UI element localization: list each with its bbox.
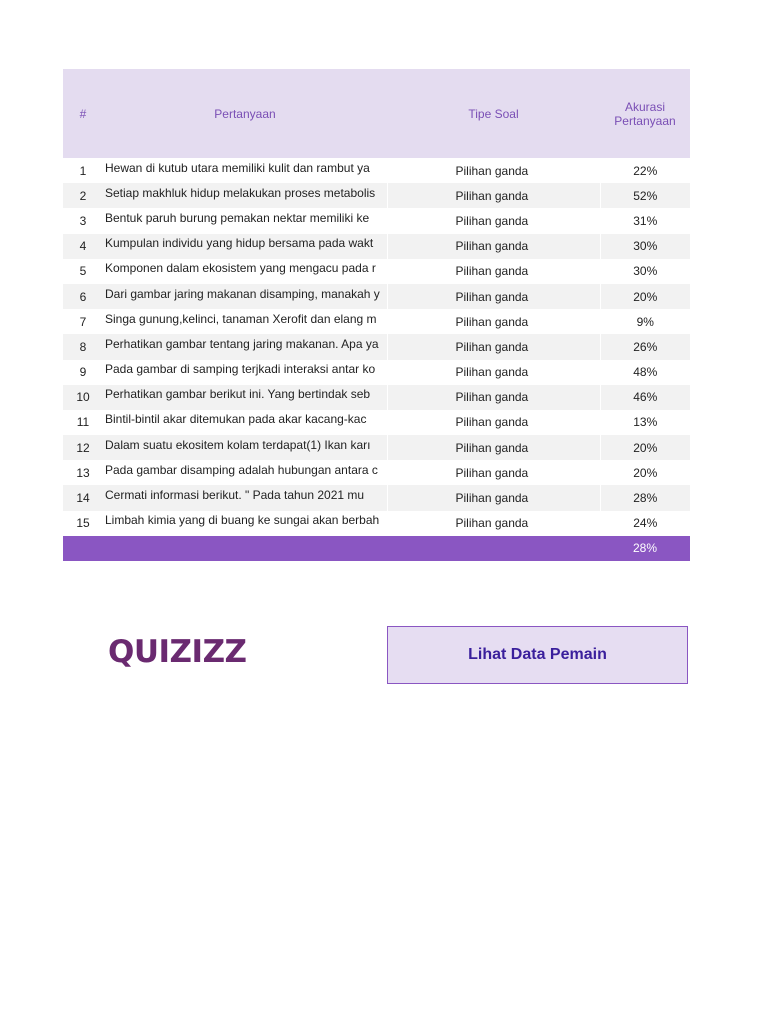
- quizizz-logo: QUIZIZZ: [108, 634, 247, 670]
- row-number: 12: [63, 435, 103, 460]
- question-text: [103, 485, 387, 510]
- question-type: Pilihan ganda: [387, 284, 600, 309]
- row-number: 8: [63, 334, 103, 359]
- question-text: [103, 410, 387, 435]
- table-row: [63, 234, 690, 259]
- row-number: 14: [63, 485, 103, 510]
- total-accuracy: 28%: [600, 536, 690, 561]
- table-row: [63, 410, 690, 435]
- question-text: [103, 309, 387, 334]
- table-row: [63, 259, 690, 284]
- question-type: Pilihan ganda: [387, 234, 600, 259]
- question-text: [103, 208, 387, 233]
- question-type: Pilihan ganda: [387, 360, 600, 385]
- question-accuracy: 26%: [600, 334, 690, 359]
- question-text-value: Komponen dalam ekosistem yang mengacu pada r: [105, 261, 376, 276]
- question-text-value: Cermati informasi berikut. " Pada tahun 2021 mu: [105, 488, 365, 503]
- question-type: Pilihan ganda: [387, 208, 600, 233]
- question-accuracy: 30%: [600, 259, 690, 284]
- question-text-value: Limbah kimia yang di buang ke sungai akan berbah: [105, 513, 380, 528]
- question-type: Pilihan ganda: [387, 460, 600, 485]
- table-header: [63, 69, 690, 158]
- question-text: [103, 284, 387, 309]
- question-text-value: Pada gambar disamping adalah hubungan antara c: [105, 462, 378, 477]
- question-type: Pilihan ganda: [387, 158, 600, 183]
- question-accuracy: 31%: [600, 208, 690, 233]
- table-row: [63, 158, 690, 183]
- row-number: 5: [79, 264, 87, 279]
- question-type: Pilihan ganda: [387, 485, 600, 510]
- row-number: 10: [63, 385, 103, 410]
- table-footer: [63, 536, 690, 561]
- question-text-value: Perhatikan gambar berikut ini. Yang bertindak seb: [105, 387, 371, 402]
- question-text-value: Dari gambar jaring makanan disamping, manakah y: [105, 286, 380, 301]
- question-accuracy: 20%: [600, 435, 690, 460]
- table-row: [63, 309, 690, 334]
- question-type: Pilihan ganda: [387, 183, 600, 208]
- question-text-value: Pada gambar di samping terjkadi interaksi antar ko: [105, 362, 376, 377]
- question-accuracy: 48%: [600, 360, 690, 385]
- row-number: 4: [63, 234, 103, 259]
- question-text-value: Perhatikan gambar tentang jaring makanan. Apa ya: [105, 336, 379, 351]
- row-number: 3: [79, 213, 87, 228]
- table-row: [63, 284, 690, 309]
- question-type: Pilihan ganda: [387, 385, 600, 410]
- row-number: 6: [63, 284, 103, 309]
- question-text-value: Hewan di kutub utara memiliki kulit dan rambut ya: [105, 160, 370, 175]
- question-text-value: Bintil-bintil akar ditemukan pada akar kacang-kac: [105, 412, 367, 427]
- question-type: Pilihan ganda: [387, 309, 600, 334]
- table-row: [63, 511, 690, 536]
- question-accuracy: 24%: [600, 511, 690, 536]
- column-header-number: #: [63, 69, 103, 158]
- row-number: 7: [79, 314, 87, 329]
- question-text-value: Singa gunung,kelinci, tanaman Xerofit dan elang m: [105, 311, 377, 326]
- column-header-type: Tipe Soal: [387, 69, 600, 158]
- question-type: Pilihan ganda: [387, 259, 600, 284]
- table-row: [63, 208, 690, 233]
- question-type: Pilihan ganda: [387, 334, 600, 359]
- question-text: [103, 234, 387, 259]
- table-row: [63, 485, 690, 510]
- question-text: [103, 435, 387, 460]
- row-number: 15: [76, 516, 90, 531]
- question-text-value: Kumpulan individu yang hidup bersama pada wakt: [105, 236, 374, 251]
- question-text: [103, 511, 387, 536]
- accuracy-header-line1: Akurasi: [624, 99, 665, 114]
- table-row: [63, 385, 690, 410]
- question-type: Pilihan ganda: [387, 511, 600, 536]
- question-accuracy: 20%: [600, 284, 690, 309]
- row-number: 1: [79, 163, 87, 178]
- accuracy-header-line2: Pertanyaan: [614, 113, 676, 128]
- table-row: [63, 435, 690, 460]
- column-header-accuracy: [600, 69, 690, 158]
- question-accuracy: 30%: [600, 234, 690, 259]
- row-number: 11: [76, 415, 90, 430]
- question-accuracy: 13%: [600, 410, 690, 435]
- row-number: 2: [63, 183, 103, 208]
- question-text: [103, 385, 387, 410]
- question-accuracy-table: [63, 69, 690, 561]
- row-number: 13: [76, 465, 90, 480]
- question-accuracy: 9%: [600, 309, 690, 334]
- question-text: [103, 360, 387, 385]
- question-accuracy: 52%: [600, 183, 690, 208]
- view-player-data-button[interactable]: Lihat Data Pemain: [387, 626, 688, 684]
- question-text: [103, 460, 387, 485]
- table-row: [63, 360, 690, 385]
- table-body: [63, 158, 690, 536]
- question-type: Pilihan ganda: [387, 435, 600, 460]
- question-text: [103, 334, 387, 359]
- row-number: 9: [79, 365, 87, 380]
- question-accuracy: 20%: [600, 460, 690, 485]
- question-accuracy: 28%: [600, 485, 690, 510]
- question-accuracy: 22%: [600, 158, 690, 183]
- question-text: [103, 158, 387, 183]
- column-header-question: Pertanyaan: [103, 69, 387, 158]
- question-text: [103, 259, 387, 284]
- question-text-value: Setiap makhluk hidup melakukan proses metabolis: [105, 185, 376, 200]
- summary-label-cell: [63, 536, 600, 561]
- question-type: Pilihan ganda: [387, 410, 600, 435]
- question-text-value: Dalam suatu ekositem kolam terdapat(1) Ikan karı: [105, 437, 371, 452]
- question-accuracy: 46%: [600, 385, 690, 410]
- question-text: [103, 183, 387, 208]
- table-row: [63, 183, 690, 208]
- question-text-value: Bentuk paruh burung pemakan nektar memiliki ke: [105, 210, 370, 225]
- table-row: [63, 334, 690, 359]
- table-row: [63, 460, 690, 485]
